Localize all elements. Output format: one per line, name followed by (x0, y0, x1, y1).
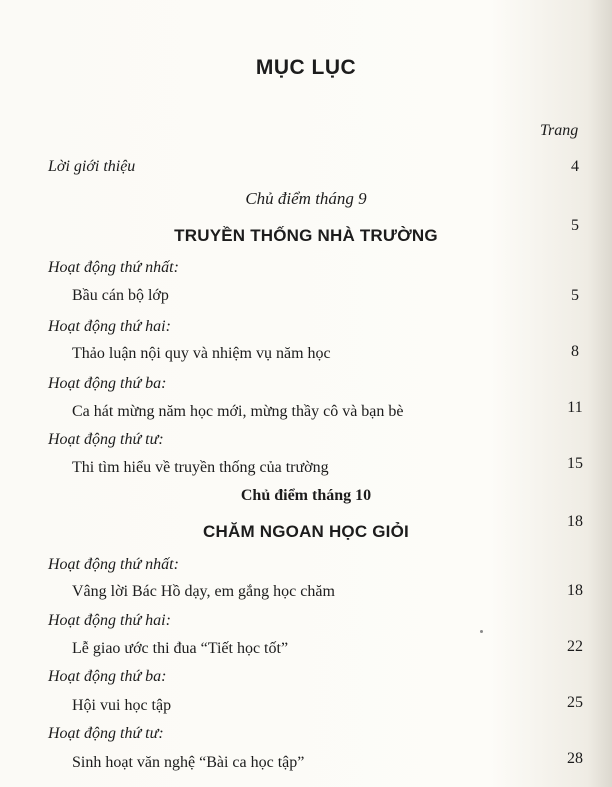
activity-title: Thảo luận nội quy và nhiệm vụ năm học (72, 345, 331, 362)
activity-label: Hoạt động thứ ba: (48, 375, 167, 392)
paper-speck (480, 630, 483, 633)
activity-page: 22 (567, 638, 583, 655)
toc-intro-page: 4 (571, 158, 579, 175)
activity-page: 25 (567, 694, 583, 711)
activity-label: Hoạt động thứ ba: (48, 668, 167, 685)
section-subtitle: Chủ điểm tháng 9 (245, 189, 367, 208)
activity-page: 8 (571, 343, 579, 360)
activity-page: 18 (567, 582, 583, 599)
activity-label: Hoạt động thứ hai: (48, 318, 171, 335)
toc-intro-label: Lời giới thiệu (48, 158, 136, 175)
activity-page: 5 (571, 287, 579, 304)
activity-label: Hoạt động thứ hai: (48, 612, 171, 629)
activity-title: Bầu cán bộ lớp (72, 287, 169, 304)
activity-title: Lễ giao ước thi đua “Tiết học tốt” (72, 640, 289, 657)
activity-page: 11 (567, 399, 583, 416)
section-heading: CHĂM NGOAN HỌC GIỎI (203, 522, 409, 541)
activity-page: 28 (567, 750, 583, 767)
activity-label: Hoạt động thứ nhất: (48, 259, 179, 276)
activity-label: Hoạt động thứ tư: (48, 431, 164, 448)
activity-title: Vâng lời Bác Hồ dạy, em gắng học chăm (72, 583, 335, 600)
section-page: 5 (571, 217, 579, 234)
activity-page: 15 (567, 455, 583, 472)
section-subtitle: Chủ điểm tháng 10 (240, 487, 372, 504)
activity-title: Ca hát mừng năm học mới, mừng thầy cô và bạn bè (72, 403, 404, 420)
activity-title: Sinh hoạt văn nghệ “Bài ca học tập” (72, 754, 305, 771)
activity-label: Hoạt động thứ nhất: (48, 556, 179, 573)
activity-label: Hoạt động thứ tư: (48, 725, 164, 742)
page-title: MỤC LỤC (255, 56, 357, 79)
activity-title: Thi tìm hiểu về truyền thống của trường (72, 459, 329, 476)
section-page: 18 (567, 513, 583, 530)
page-column-header: Trang (540, 122, 579, 139)
activity-title: Hội vui học tập (72, 697, 172, 714)
section-heading: TRUYỀN THỐNG NHÀ TRƯỜNG (174, 226, 438, 245)
